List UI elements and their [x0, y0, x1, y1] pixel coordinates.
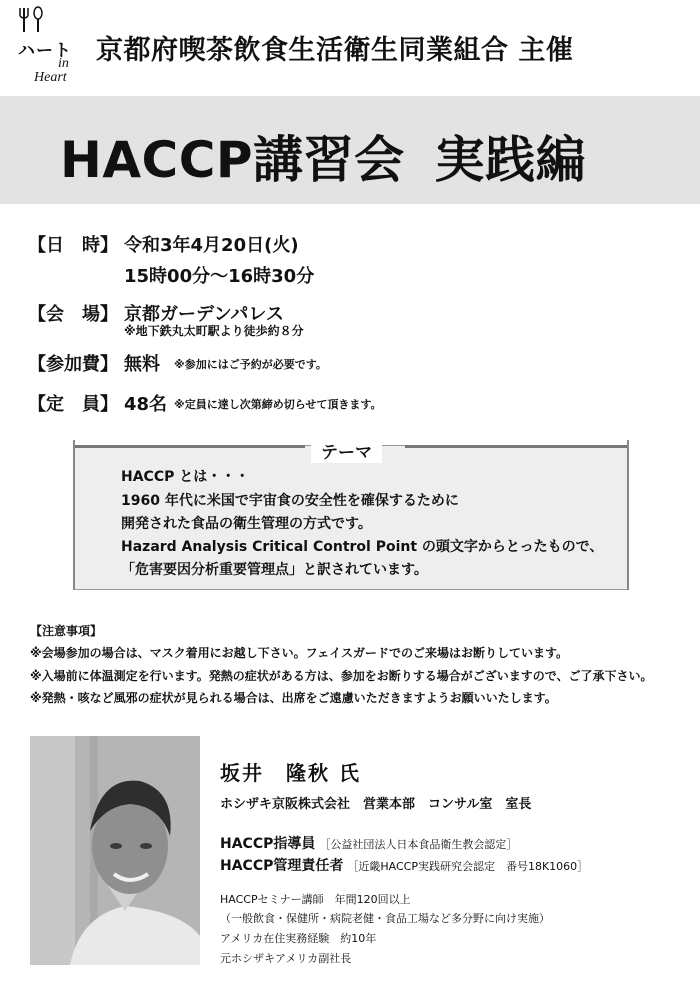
- capacity-label: 【定 員】: [28, 394, 118, 415]
- venue-note: ※地下鉄丸太町駅より徒歩約８分: [124, 324, 304, 338]
- title-band: [0, 96, 700, 204]
- qualification-detail: ［近畿HACCP実践研究会認定 番号18K1060］: [347, 860, 589, 873]
- time-value: 15時00分〜16時30分: [124, 266, 315, 287]
- date-label: 【日 時】: [28, 235, 118, 256]
- organizer-title: 京都府喫茶飲食生活衛生同業組合 主催: [96, 35, 574, 66]
- qualification-title: HACCP指導員: [220, 836, 316, 852]
- note-item: ※発熱・咳など風邪の症状が見られる場合は、出席をご遠慮いただきますようお願いいたします。: [30, 691, 557, 705]
- theme-box-left-rule: [73, 440, 75, 590]
- logo-in-text: in: [58, 56, 69, 71]
- theme-line: 「危害要因分析重要管理点」と訳されています。: [121, 562, 428, 578]
- fee-note: ※参加にはご予約が必要です。: [174, 358, 327, 371]
- note-item: ※入場前に体温測定を行います。発熱の症状がある方は、参加をお断りする場合がございますので、ご了承下さい。: [30, 669, 653, 683]
- theme-line: HACCP とは・・・: [121, 469, 250, 485]
- title-main: HACCP講習会: [60, 131, 405, 189]
- theme-box-top-rule-right: [405, 445, 627, 448]
- bio-line: 元ホシザキアメリカ副社長: [220, 952, 352, 965]
- capacity-value: 48名: [124, 394, 168, 415]
- bio-line: （一般飲食・保健所・病院老健・食品工場など多分野に向け実施）: [220, 912, 550, 925]
- theme-box: [74, 445, 628, 590]
- date-value: 令和3年4月20日(火): [124, 235, 299, 256]
- logo-text: ハート: [18, 41, 72, 60]
- organizer-logo: [14, 6, 94, 88]
- qualification-title: HACCP管理責任者: [220, 858, 344, 874]
- logo-heart-text: Heart: [34, 70, 67, 85]
- lecturer-photo: [30, 736, 200, 965]
- qualification: [220, 855, 588, 875]
- bio-line: HACCPセミナー講師 年間120回以上: [220, 893, 411, 906]
- qualification-detail: ［公益社団法人日本食品衛生教会認定］: [319, 838, 518, 851]
- venue-value: 京都ガーデンパレス: [124, 304, 284, 325]
- notes-heading: 【注意事項】: [30, 624, 103, 638]
- title-sub: 実践編: [434, 131, 587, 189]
- theme-box-right-rule: [627, 440, 629, 590]
- theme-line: 開発された食品の衛生管理の方式です。: [121, 516, 372, 532]
- theme-line: 1960 年代に米国で宇宙食の安全性を確保するために: [121, 493, 459, 509]
- note-item: ※会場参加の場合は、マスク着用にお越し下さい。フェイスガードでのご来場はお断りしています。: [30, 646, 568, 660]
- capacity-note: ※定員に達し次第締め切らせて頂きます。: [174, 398, 382, 411]
- theme-heading: テーマ: [311, 438, 382, 463]
- fork-spoon-icon: [14, 6, 54, 36]
- fee-label: 【参加費】: [28, 354, 118, 375]
- lecturer-name: 坂井 隆秋 氏: [220, 761, 361, 785]
- bio-line: アメリカ在住実務経験 約10年: [220, 932, 377, 945]
- qualification: [220, 833, 517, 853]
- lecturer-company: ホシザキ京阪株式会社 営業本部 コンサル室 室長: [220, 797, 532, 812]
- theme-line: Hazard Analysis Critical Control Point の頭文字からとったもので、: [121, 539, 604, 555]
- fee-value: 無料: [124, 354, 160, 375]
- theme-box-top-rule-left: [75, 445, 305, 448]
- page-title: [60, 120, 586, 192]
- venue-label: 【会 場】: [28, 304, 118, 325]
